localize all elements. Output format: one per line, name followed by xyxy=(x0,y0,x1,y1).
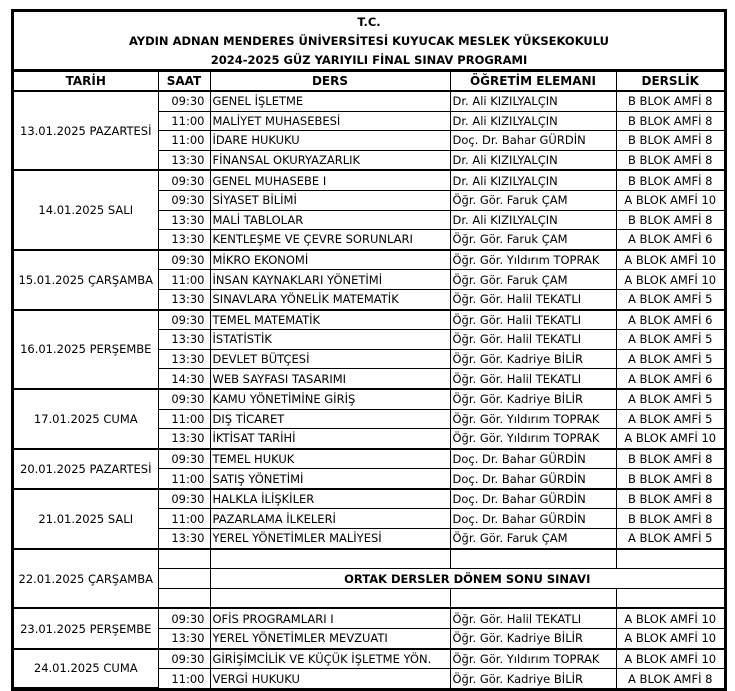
title-block xyxy=(14,12,724,71)
time-cell: 14:30 xyxy=(158,369,210,389)
date-cell: 20.01.2025 PAZARTESİ xyxy=(14,449,158,489)
teacher-cell xyxy=(450,549,616,569)
time-cell: 13:30 xyxy=(158,629,210,649)
teacher-cell: Dr. Ali KIZILYALÇIN xyxy=(450,111,616,131)
teacher-cell: Öğr. Gör. Faruk ÇAM xyxy=(450,270,616,290)
time-cell: 09:30 xyxy=(158,190,210,210)
common-exam-cell: ORTAK DERSLER DÖNEM SONU SINAVI xyxy=(210,569,724,589)
course-cell: GENEL İŞLETME xyxy=(210,91,450,111)
teacher-cell: Öğr. Gör. Faruk ÇAM xyxy=(450,529,616,549)
teacher-cell: Öğr. Gör. Kadriye BİLİR xyxy=(450,389,616,409)
time-cell: 11:00 xyxy=(158,131,210,151)
room-cell: B BLOK AMFİ 8 xyxy=(616,131,724,151)
teacher-cell: Öğr. Gör. Kadriye BİLİR xyxy=(450,629,616,649)
teacher-cell: Doç. Dr. Bahar GÜRDİN xyxy=(450,449,616,469)
room-cell: A BLOK AMFİ 10 xyxy=(616,649,724,669)
course-cell: MİKRO EKONOMİ xyxy=(210,250,450,270)
course-cell: İNSAN KAYNAKLARI YÖNETİMİ xyxy=(210,270,450,290)
course-cell: WEB SAYFASI TASARIMI xyxy=(210,369,450,389)
header-row xyxy=(14,72,724,92)
time-cell: 13:30 xyxy=(158,210,210,230)
table-row xyxy=(14,649,724,669)
room-cell: B BLOK AMFİ 8 xyxy=(616,91,724,111)
course-cell: DIŞ TİCARET xyxy=(210,409,450,429)
time-cell: 09:30 xyxy=(158,310,210,330)
course-cell: YEREL YÖNETİMLER MEVZUATI xyxy=(210,629,450,649)
time-cell: 11:00 xyxy=(158,509,210,529)
time-cell: 09:30 xyxy=(158,449,210,469)
date-cell: 16.01.2025 PERŞEMBE xyxy=(14,310,158,389)
room-cell: B BLOK AMFİ 8 xyxy=(616,469,724,489)
course-cell: KENTLEŞME VE ÇEVRE SORUNLARI xyxy=(210,230,450,250)
time-cell xyxy=(158,569,210,589)
time-cell: 13:30 xyxy=(158,349,210,369)
room-cell xyxy=(616,588,724,608)
teacher-cell: Doç. Dr. Bahar GÜRDİN xyxy=(450,509,616,529)
table-row xyxy=(14,489,724,509)
room-cell: A BLOK AMFİ 10 xyxy=(616,250,724,270)
schedule-table xyxy=(14,71,724,688)
teacher-cell: Öğr. Gör. Halil TEKATLI xyxy=(450,608,616,628)
time-cell: 13:30 xyxy=(158,289,210,309)
room-cell: A BLOK AMFİ 6 xyxy=(616,310,724,330)
room-cell: A BLOK AMFİ 10 xyxy=(616,429,724,449)
room-cell: B BLOK AMFİ 8 xyxy=(616,170,724,190)
table-row xyxy=(14,91,724,111)
table-row xyxy=(14,389,724,409)
time-cell: 09:30 xyxy=(158,91,210,111)
schedule-body xyxy=(14,91,724,688)
title-line-1: T.C. xyxy=(357,15,381,29)
exam-schedule-sheet xyxy=(11,9,727,691)
table-row xyxy=(14,250,724,270)
title-line-3: 2024-2025 GÜZ YARIYILI FİNAL SINAV PROGRAMI xyxy=(210,53,528,67)
course-cell: SİYASET BİLİMİ xyxy=(210,190,450,210)
time-cell xyxy=(158,549,210,569)
room-cell: A BLOK AMFİ 10 xyxy=(616,270,724,290)
room-cell: B BLOK AMFİ 8 xyxy=(616,150,724,170)
time-cell: 09:30 xyxy=(158,608,210,628)
time-cell: 13:30 xyxy=(158,230,210,250)
course-cell: TEMEL HUKUK xyxy=(210,449,450,469)
teacher-cell: Öğr. Gör. Halil TEKATLI xyxy=(450,289,616,309)
room-cell: A BLOK AMFİ 5 xyxy=(616,409,724,429)
time-cell: 11:00 xyxy=(158,669,210,688)
teacher-cell: Öğr. Gör. Yıldırım TOPRAK xyxy=(450,649,616,669)
teacher-cell: Öğr. Gör. Kadriye BİLİR xyxy=(450,669,616,688)
room-cell: B BLOK AMFİ 8 xyxy=(616,509,724,529)
table-row xyxy=(14,310,724,330)
room-cell: A BLOK AMFİ 5 xyxy=(616,529,724,549)
room-cell: A BLOK AMFİ 8 xyxy=(616,669,724,688)
time-cell: 11:00 xyxy=(158,409,210,429)
date-cell: 21.01.2025 SALI xyxy=(14,489,158,549)
room-cell xyxy=(616,549,724,569)
teacher-cell xyxy=(450,588,616,608)
room-cell: A BLOK AMFİ 6 xyxy=(616,230,724,250)
course-cell xyxy=(210,549,450,569)
date-cell: 22.01.2025 ÇARŞAMBA xyxy=(14,549,158,609)
course-cell: SATIŞ YÖNETİMİ xyxy=(210,469,450,489)
teacher-cell: Doç. Dr. Bahar GÜRDİN xyxy=(450,469,616,489)
teacher-cell: Öğr. Gör. Kadriye BİLİR xyxy=(450,349,616,369)
date-cell: 17.01.2025 CUMA xyxy=(14,389,158,449)
date-cell: 14.01.2025 SALI xyxy=(14,170,158,249)
table-row xyxy=(14,170,724,190)
course-cell: GİRİŞİMCİLİK VE KÜÇÜK İŞLETME YÖN. xyxy=(210,649,450,669)
course-cell: PAZARLAMA İLKELERİ xyxy=(210,509,450,529)
column-header-date: TARİH xyxy=(14,72,158,92)
teacher-cell: Öğr. Gör. Yıldırım TOPRAK xyxy=(450,429,616,449)
course-cell xyxy=(210,588,450,608)
time-cell: 13:30 xyxy=(158,150,210,170)
time-cell: 11:00 xyxy=(158,270,210,290)
column-header-teacher: ÖĞRETİM ELEMANI xyxy=(450,72,616,92)
time-cell: 13:30 xyxy=(158,529,210,549)
time-cell: 09:30 xyxy=(158,170,210,190)
room-cell: A BLOK AMFİ 10 xyxy=(616,629,724,649)
date-cell: 24.01.2025 CUMA xyxy=(14,649,158,688)
time-cell: 13:30 xyxy=(158,429,210,449)
teacher-cell: Öğr. Gör. Faruk ÇAM xyxy=(450,230,616,250)
course-cell: OFİS PROGRAMLARI I xyxy=(210,608,450,628)
time-cell: 09:30 xyxy=(158,489,210,509)
time-cell: 09:30 xyxy=(158,389,210,409)
teacher-cell: Öğr. Gör. Faruk ÇAM xyxy=(450,190,616,210)
time-cell: 11:00 xyxy=(158,111,210,131)
teacher-cell: Dr. Ali KIZILYALÇIN xyxy=(450,170,616,190)
time-cell: 09:30 xyxy=(158,250,210,270)
date-cell: 15.01.2025 ÇARŞAMBA xyxy=(14,250,158,310)
room-cell: B BLOK AMFİ 8 xyxy=(616,111,724,131)
room-cell: A BLOK AMFİ 5 xyxy=(616,330,724,350)
course-cell: GENEL MUHASEBE I xyxy=(210,170,450,190)
course-cell: İDARE HUKUKU xyxy=(210,131,450,151)
room-cell: A BLOK AMFİ 5 xyxy=(616,389,724,409)
time-cell: 09:30 xyxy=(158,649,210,669)
time-cell: 11:00 xyxy=(158,469,210,489)
time-cell: 13:30 xyxy=(158,330,210,350)
teacher-cell: Öğr. Gör. Yıldırım TOPRAK xyxy=(450,250,616,270)
teacher-cell: Doç. Dr. Bahar GÜRDİN xyxy=(450,489,616,509)
room-cell: A BLOK AMFİ 6 xyxy=(616,369,724,389)
course-cell: YEREL YÖNETİMLER MALİYESİ xyxy=(210,529,450,549)
course-cell: VERGİ HUKUKU xyxy=(210,669,450,688)
title-line-2: AYDIN ADNAN MENDERES ÜNİVERSİTESİ KUYUCAK MESLEK YÜKSEKOKULU xyxy=(128,34,610,48)
teacher-cell: Öğr. Gör. Yıldırım TOPRAK xyxy=(450,409,616,429)
column-header-course: DERS xyxy=(210,72,450,92)
course-cell: İSTATİSTİK xyxy=(210,330,450,350)
course-cell: FİNANSAL OKURYAZARLIK xyxy=(210,150,450,170)
room-cell: A BLOK AMFİ 5 xyxy=(616,289,724,309)
teacher-cell: Öğr. Gör. Halil TEKATLI xyxy=(450,310,616,330)
course-cell: MALİYET MUHASEBESİ xyxy=(210,111,450,131)
date-cell: 23.01.2025 PERŞEMBE xyxy=(14,608,158,648)
table-row xyxy=(14,549,724,569)
teacher-cell: Öğr. Gör. Halil TEKATLI xyxy=(450,369,616,389)
column-header-room: DERSLİK xyxy=(616,72,724,92)
room-cell: B BLOK AMFİ 8 xyxy=(616,449,724,469)
table-row xyxy=(14,608,724,628)
time-cell xyxy=(158,588,210,608)
room-cell: B BLOK AMFİ 8 xyxy=(616,489,724,509)
room-cell: B BLOK AMFİ 8 xyxy=(616,210,724,230)
course-cell: HALKLA İLİŞKİLER xyxy=(210,489,450,509)
table-row xyxy=(14,449,724,469)
teacher-cell: Dr. Ali KIZILYALÇIN xyxy=(450,150,616,170)
course-cell: MALİ TABLOLAR xyxy=(210,210,450,230)
date-cell: 13.01.2025 PAZARTESİ xyxy=(14,91,158,170)
teacher-cell: Dr. Ali KIZILYALÇIN xyxy=(450,91,616,111)
course-cell: DEVLET BÜTÇESİ xyxy=(210,349,450,369)
teacher-cell: Öğr. Gör. Halil TEKATLI xyxy=(450,330,616,350)
room-cell: A BLOK AMFİ 5 xyxy=(616,349,724,369)
column-header-time: SAAT xyxy=(158,72,210,92)
room-cell: A BLOK AMFİ 10 xyxy=(616,608,724,628)
teacher-cell: Dr. Ali KIZILYALÇIN xyxy=(450,210,616,230)
course-cell: KAMU YÖNETİMİNE GİRİŞ xyxy=(210,389,450,409)
teacher-cell: Doç. Dr. Bahar GÜRDİN xyxy=(450,131,616,151)
room-cell: A BLOK AMFİ 10 xyxy=(616,190,724,210)
course-cell: TEMEL MATEMATİK xyxy=(210,310,450,330)
course-cell: İKTİSAT TARİHİ xyxy=(210,429,450,449)
course-cell: SINAVLARA YÖNELİK MATEMATİK xyxy=(210,289,450,309)
